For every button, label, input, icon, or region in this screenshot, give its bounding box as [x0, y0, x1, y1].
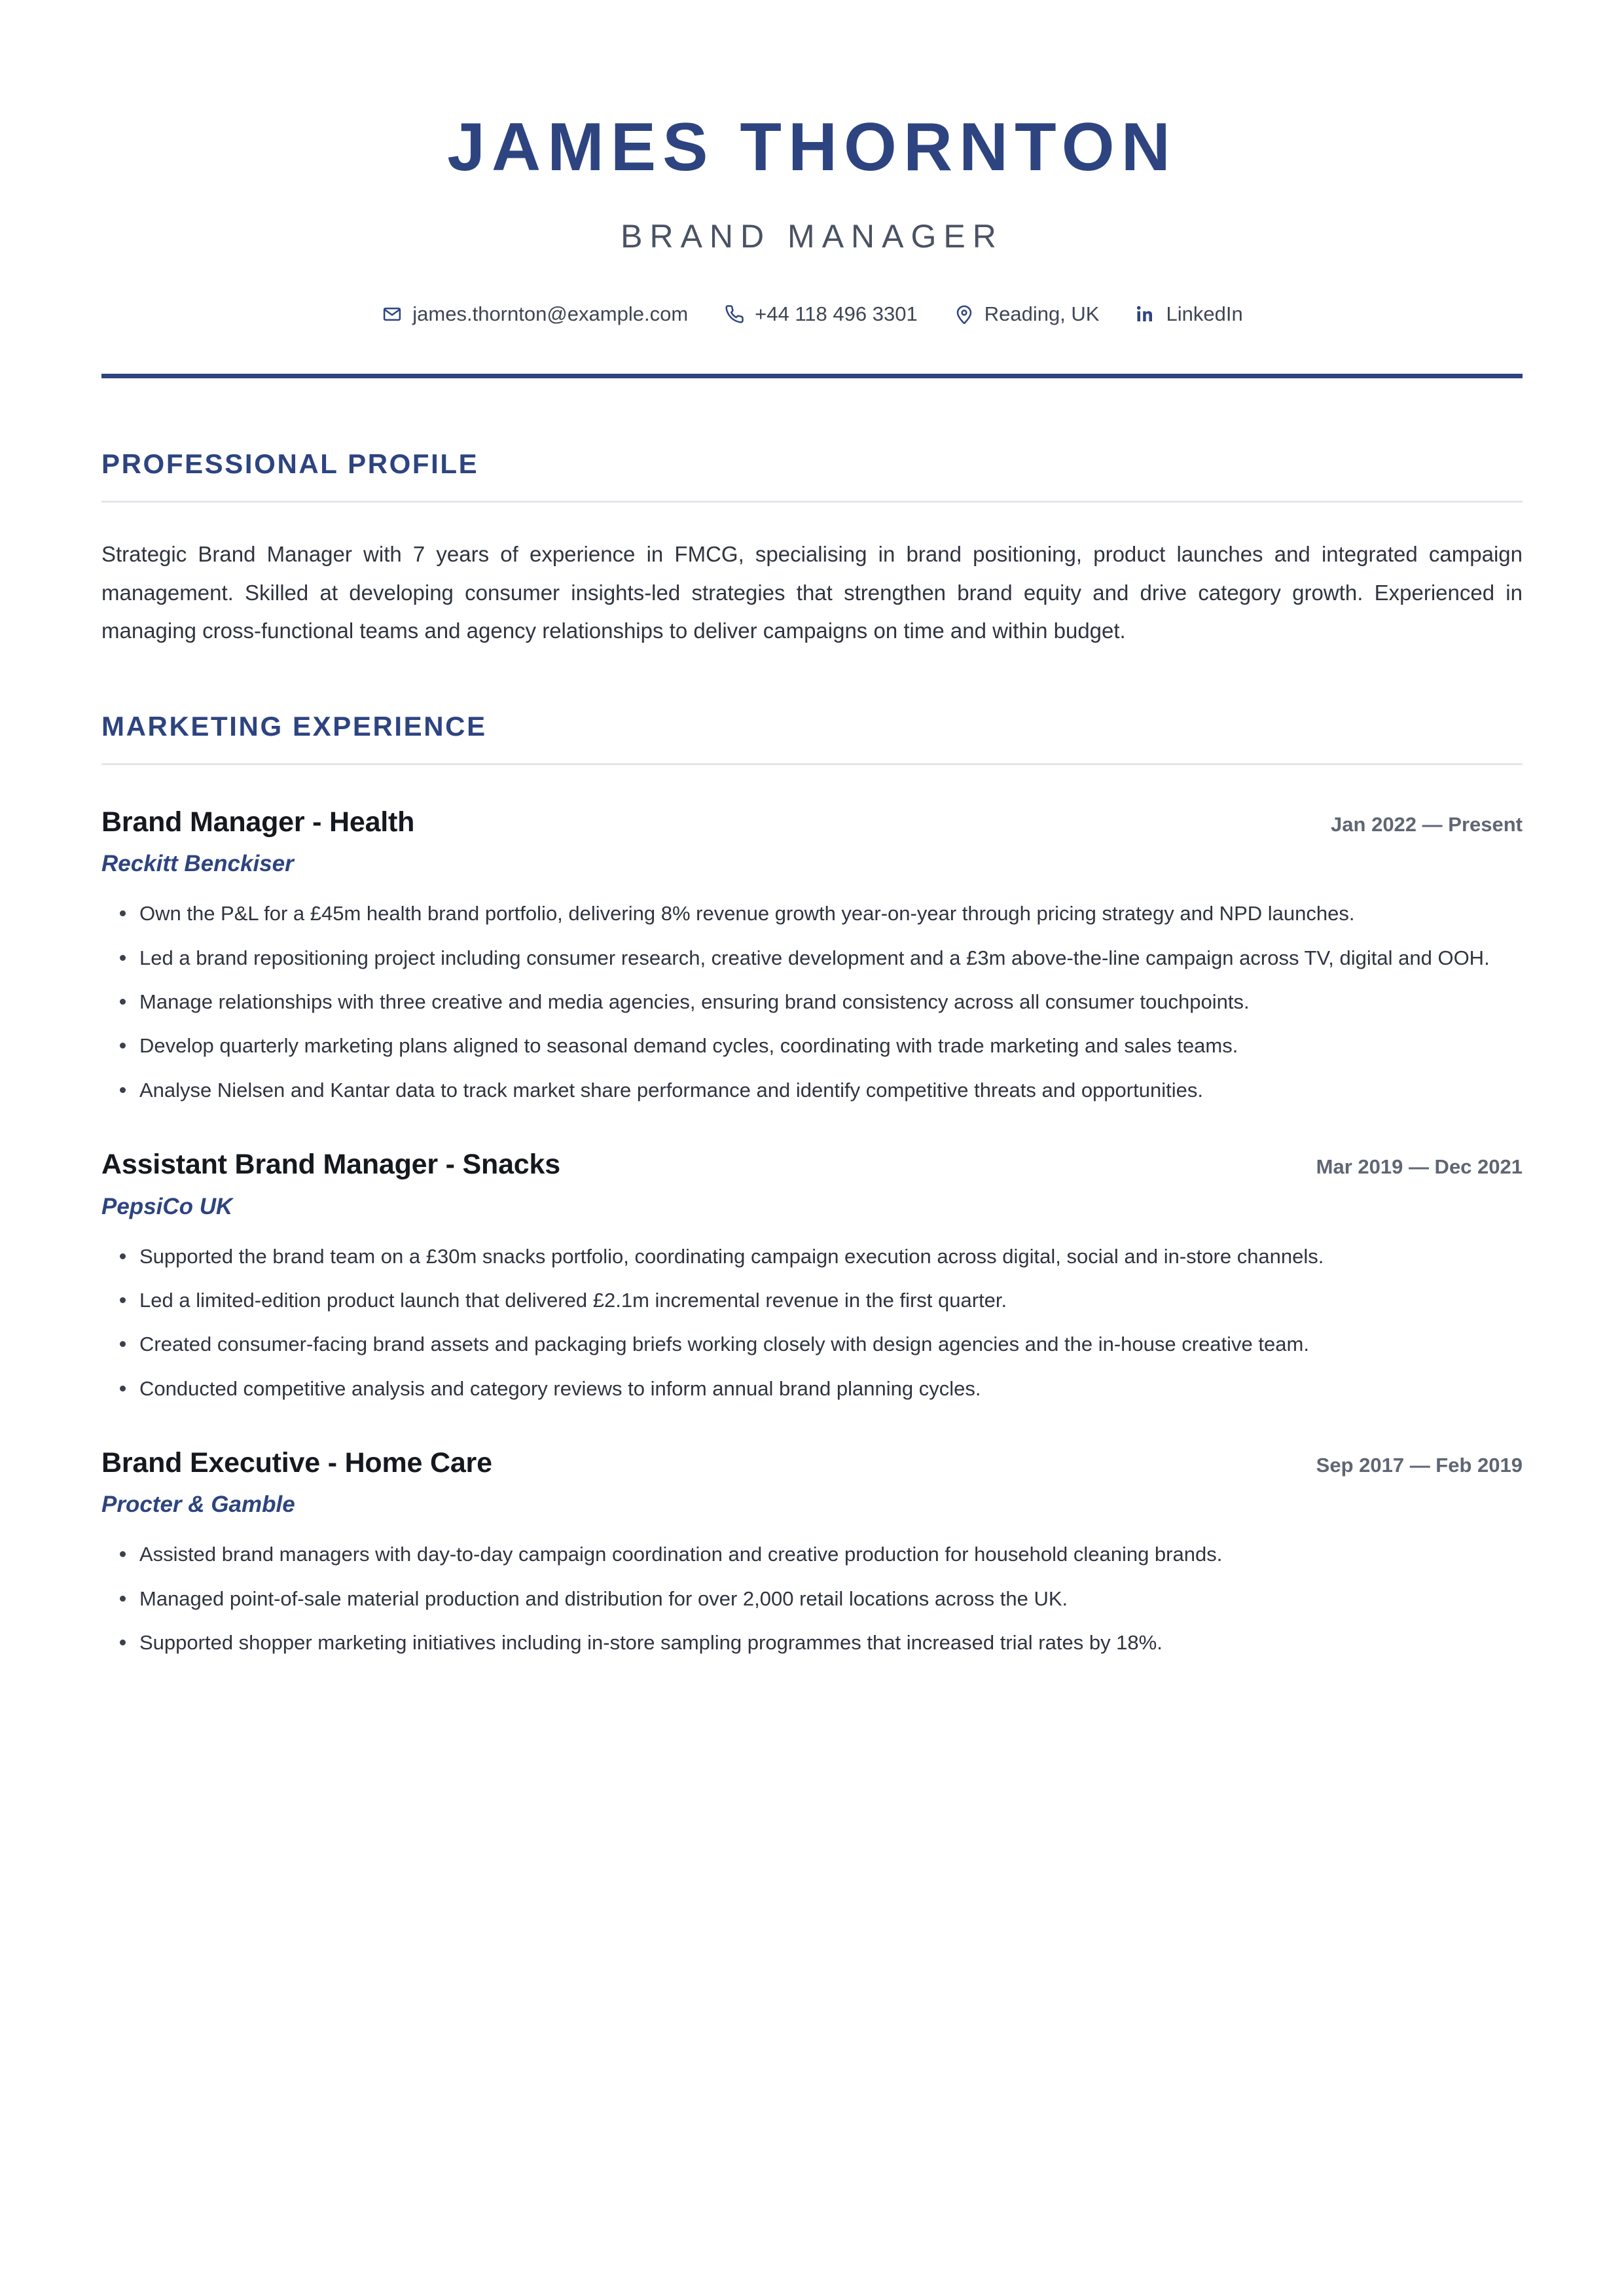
profile-summary-text: Strategic Brand Manager with 7 years of experience in FMCG, specialising in brand positioning, product launches and integrated campaign management. Skilled at developing consumer insights-led strategies that strengthen brand equity and drive category growth. Experienced in managing cross-functional teams and agency relationships to deliver campaigns on time and within budget. — [101, 542, 1523, 643]
contact-linkedin[interactable] — [1134, 302, 1242, 326]
job-bullet: Conducted competitive analysis and category reviews to inform annual brand planning cycles. — [101, 1371, 1523, 1406]
job-bullet: Supported the brand team on a £30m snacks portfolio, coordinating campaign execution across digital, social and in-store channels. — [101, 1239, 1523, 1274]
job-bullet: Created consumer-facing brand assets and packaging briefs working closely with design agencies and the in-house creative team. — [101, 1327, 1523, 1361]
job-dates: Sep 2017 — Feb 2019 — [1316, 1453, 1523, 1477]
contact-location[interactable] — [953, 302, 1100, 326]
job-company: PepsiCo UK — [101, 1193, 233, 1219]
section-title-experience: MARKETING EXPERIENCE — [101, 710, 487, 742]
linkedin-icon — [1134, 303, 1157, 325]
job-bullet: Manage relationships with three creative and media agencies, ensuring brand consistency across all consumer touchpoints. — [101, 984, 1523, 1019]
section-professional-profile — [101, 449, 1523, 649]
job-bullet: Analyse Nielsen and Kantar data to track market share performance and identify competitive threats and opportunities. — [101, 1073, 1523, 1107]
candidate-job-title: BRAND MANAGER — [621, 218, 1003, 255]
section-title-profile: PROFESSIONAL PROFILE — [101, 448, 479, 480]
experience-entry-header — [101, 1446, 1523, 1480]
job-bullet-list — [101, 1239, 1523, 1406]
phone-icon — [723, 303, 746, 325]
section-underline-profile — [101, 501, 1523, 503]
map-pin-icon — [953, 303, 975, 325]
job-dates: Mar 2019 — Dec 2021 — [1316, 1155, 1523, 1178]
job-bullet: Supported shopper marketing initiatives including in-store sampling programmes that increased trial rates by 18%. — [101, 1625, 1523, 1660]
job-company: Reckitt Benckiser — [101, 851, 294, 877]
envelope-icon — [381, 303, 403, 325]
job-title: Brand Manager - Health — [101, 806, 415, 838]
experience-entry — [101, 1148, 1523, 1406]
job-bullet-list — [101, 1537, 1523, 1660]
candidate-name: JAMES THORNTON — [447, 109, 1177, 185]
header-divider — [101, 374, 1523, 378]
section-marketing-experience — [101, 711, 1523, 1660]
job-bullet: Managed point-of-sale material production and distribution for over 2,000 retail locations across the UK. — [101, 1581, 1523, 1616]
job-title: Assistant Brand Manager - Snacks — [101, 1149, 560, 1180]
job-title: Brand Executive - Home Care — [101, 1446, 492, 1479]
job-dates: Jan 2022 — Present — [1331, 812, 1523, 836]
experience-entry — [101, 1446, 1523, 1660]
contact-linkedin-label: LinkedIn — [1166, 302, 1243, 326]
contact-location-label: Reading, UK — [984, 302, 1100, 326]
section-underline-experience — [101, 763, 1523, 765]
experience-entry — [101, 806, 1523, 1107]
job-company: Procter & Gamble — [101, 1492, 295, 1518]
contact-phone-label: +44 118 496 3301 — [755, 302, 918, 326]
job-bullet: Assisted brand managers with day-to-day campaign coordination and creative production for household cleaning brands. — [101, 1537, 1523, 1571]
contact-email-label: james.thornton@example.com — [412, 302, 689, 326]
experience-entry-header — [101, 1148, 1523, 1182]
experience-entry-header — [101, 806, 1523, 840]
job-bullet: Led a brand repositioning project including consumer research, creative development and a £3m above-the-line campaign across TV, digital and OOH. — [101, 941, 1523, 975]
contact-phone[interactable] — [723, 302, 918, 326]
job-bullet: Led a limited-edition product launch that delivered £2.1m incremental revenue in the first quarter. — [101, 1283, 1523, 1318]
job-bullet: Develop quarterly marketing plans aligned to seasonal demand cycles, coordinating with trade marketing and sales teams. — [101, 1028, 1523, 1063]
contact-email[interactable] — [381, 302, 688, 326]
contact-row — [101, 302, 1523, 326]
resume-header — [101, 0, 1523, 378]
job-bullet-list — [101, 896, 1523, 1107]
job-bullet: Own the P&L for a £45m health brand portfolio, delivering 8% revenue growth year-on-year through pricing strategy and NPD launches. — [101, 896, 1523, 931]
